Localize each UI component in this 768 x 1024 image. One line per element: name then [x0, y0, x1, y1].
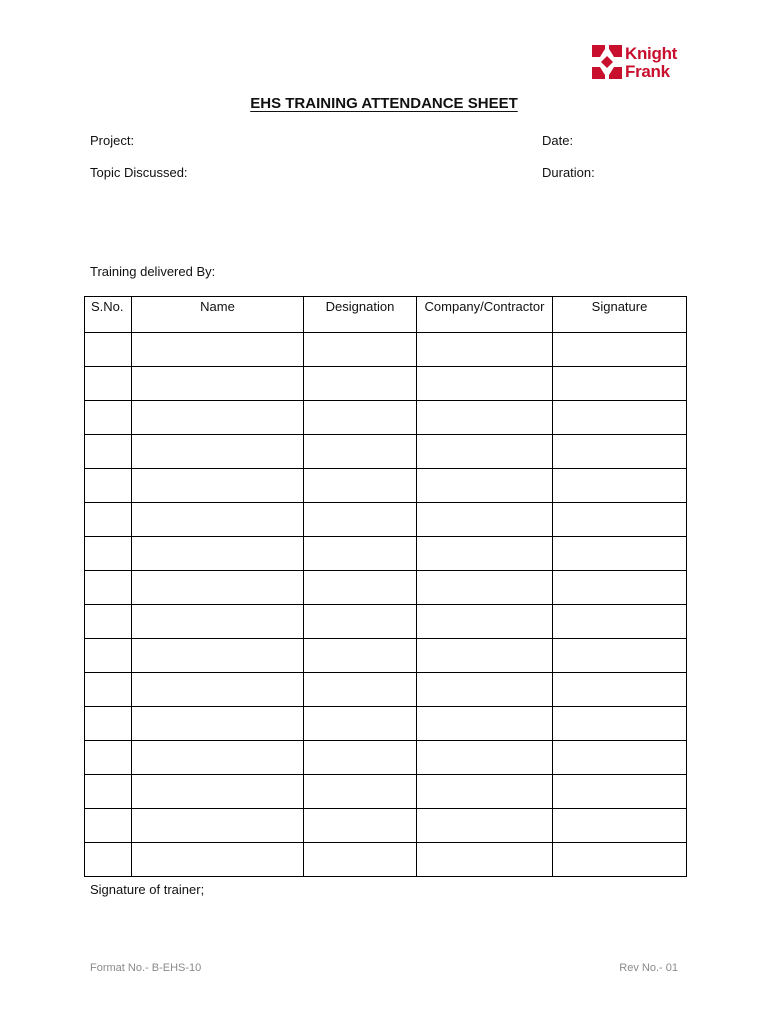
cell-signature[interactable]	[553, 707, 687, 741]
knight-frank-logo-icon	[592, 45, 622, 79]
cell-name[interactable]	[132, 503, 304, 537]
format-number: Format No.- B-EHS-10	[90, 962, 202, 974]
cell-signature[interactable]	[553, 843, 687, 877]
table-row	[85, 673, 687, 707]
cell-sno[interactable]	[85, 435, 132, 469]
cell-signature[interactable]	[553, 809, 687, 843]
cell-company[interactable]	[417, 707, 553, 741]
column-header-company: Company/Contractor	[417, 297, 553, 333]
cell-sno[interactable]	[85, 843, 132, 877]
cell-sno[interactable]	[85, 333, 132, 367]
cell-designation[interactable]	[304, 435, 417, 469]
table-row	[85, 741, 687, 775]
table-row	[85, 537, 687, 571]
date-label: Date:	[542, 133, 574, 148]
brand-name-line2: Frank	[625, 62, 670, 81]
cell-sno[interactable]	[85, 469, 132, 503]
cell-sno[interactable]	[85, 401, 132, 435]
brand-logo	[592, 45, 692, 83]
cell-name[interactable]	[132, 571, 304, 605]
table-row	[85, 571, 687, 605]
cell-signature[interactable]	[553, 333, 687, 367]
cell-sno[interactable]	[85, 775, 132, 809]
training-delivered-by-label: Training delivered By:	[90, 264, 216, 279]
cell-signature[interactable]	[553, 503, 687, 537]
duration-label: Duration:	[542, 165, 595, 180]
cell-designation[interactable]	[304, 401, 417, 435]
cell-name[interactable]	[132, 605, 304, 639]
table-row	[85, 605, 687, 639]
cell-company[interactable]	[417, 605, 553, 639]
table-row	[85, 775, 687, 809]
cell-sno[interactable]	[85, 571, 132, 605]
table-row	[85, 367, 687, 401]
cell-signature[interactable]	[553, 741, 687, 775]
cell-designation[interactable]	[304, 571, 417, 605]
cell-signature[interactable]	[553, 605, 687, 639]
cell-company[interactable]	[417, 571, 553, 605]
cell-sno[interactable]	[85, 367, 132, 401]
cell-company[interactable]	[417, 401, 553, 435]
cell-designation[interactable]	[304, 333, 417, 367]
cell-company[interactable]	[417, 333, 553, 367]
cell-company[interactable]	[417, 639, 553, 673]
cell-name[interactable]	[132, 809, 304, 843]
cell-name[interactable]	[132, 469, 304, 503]
cell-company[interactable]	[417, 537, 553, 571]
cell-name[interactable]	[132, 537, 304, 571]
cell-sno[interactable]	[85, 809, 132, 843]
cell-company[interactable]	[417, 843, 553, 877]
cell-company[interactable]	[417, 673, 553, 707]
cell-designation[interactable]	[304, 367, 417, 401]
cell-company[interactable]	[417, 741, 553, 775]
cell-name[interactable]	[132, 843, 304, 877]
cell-sno[interactable]	[85, 537, 132, 571]
column-header-sno: S.No.	[85, 297, 132, 333]
cell-designation[interactable]	[304, 775, 417, 809]
cell-designation[interactable]	[304, 537, 417, 571]
column-header-designation: Designation	[304, 297, 417, 333]
cell-signature[interactable]	[553, 673, 687, 707]
trainer-signature-label: Signature of trainer;	[90, 882, 205, 897]
table-row	[85, 503, 687, 537]
cell-sno[interactable]	[85, 639, 132, 673]
table-row	[85, 639, 687, 673]
table-row	[85, 401, 687, 435]
cell-name[interactable]	[132, 333, 304, 367]
column-header-signature: Signature	[553, 297, 687, 333]
cell-company[interactable]	[417, 809, 553, 843]
project-label: Project:	[90, 133, 135, 148]
cell-signature[interactable]	[553, 367, 687, 401]
cell-name[interactable]	[132, 707, 304, 741]
cell-designation[interactable]	[304, 809, 417, 843]
cell-designation[interactable]	[304, 673, 417, 707]
column-header-name: Name	[132, 297, 304, 333]
table-row	[85, 469, 687, 503]
cell-company[interactable]	[417, 469, 553, 503]
cell-name[interactable]	[132, 775, 304, 809]
cell-signature[interactable]	[553, 571, 687, 605]
table-row	[85, 809, 687, 843]
cell-company[interactable]	[417, 503, 553, 537]
cell-signature[interactable]	[553, 639, 687, 673]
cell-designation[interactable]	[304, 843, 417, 877]
cell-sno[interactable]	[85, 673, 132, 707]
attendance-table	[84, 296, 687, 877]
table-row	[85, 435, 687, 469]
cell-company[interactable]	[417, 775, 553, 809]
table-header-row	[85, 297, 687, 333]
cell-signature[interactable]	[553, 435, 687, 469]
cell-sno[interactable]	[85, 741, 132, 775]
cell-name[interactable]	[132, 639, 304, 673]
cell-company[interactable]	[417, 435, 553, 469]
document-title-wrap	[0, 95, 768, 112]
cell-name[interactable]	[132, 401, 304, 435]
attendance-table-body	[85, 333, 687, 877]
document-title: EHS TRAINING ATTENDANCE SHEET	[250, 95, 518, 112]
table-row	[85, 333, 687, 367]
cell-name[interactable]	[132, 435, 304, 469]
cell-company[interactable]	[417, 367, 553, 401]
cell-sno[interactable]	[85, 605, 132, 639]
cell-designation[interactable]	[304, 741, 417, 775]
cell-name[interactable]	[132, 741, 304, 775]
cell-signature[interactable]	[553, 775, 687, 809]
cell-designation[interactable]	[304, 503, 417, 537]
cell-sno[interactable]	[85, 503, 132, 537]
cell-signature[interactable]	[553, 469, 687, 503]
cell-sno[interactable]	[85, 707, 132, 741]
cell-signature[interactable]	[553, 401, 687, 435]
cell-designation[interactable]	[304, 639, 417, 673]
topic-discussed-label: Topic Discussed:	[90, 165, 188, 180]
cell-signature[interactable]	[553, 537, 687, 571]
revision-number: Rev No.- 01	[619, 962, 678, 974]
cell-name[interactable]	[132, 673, 304, 707]
cell-designation[interactable]	[304, 605, 417, 639]
cell-designation[interactable]	[304, 707, 417, 741]
table-row	[85, 843, 687, 877]
table-row	[85, 707, 687, 741]
brand-name-line1: Knight	[625, 44, 678, 63]
cell-designation[interactable]	[304, 469, 417, 503]
cell-name[interactable]	[132, 367, 304, 401]
